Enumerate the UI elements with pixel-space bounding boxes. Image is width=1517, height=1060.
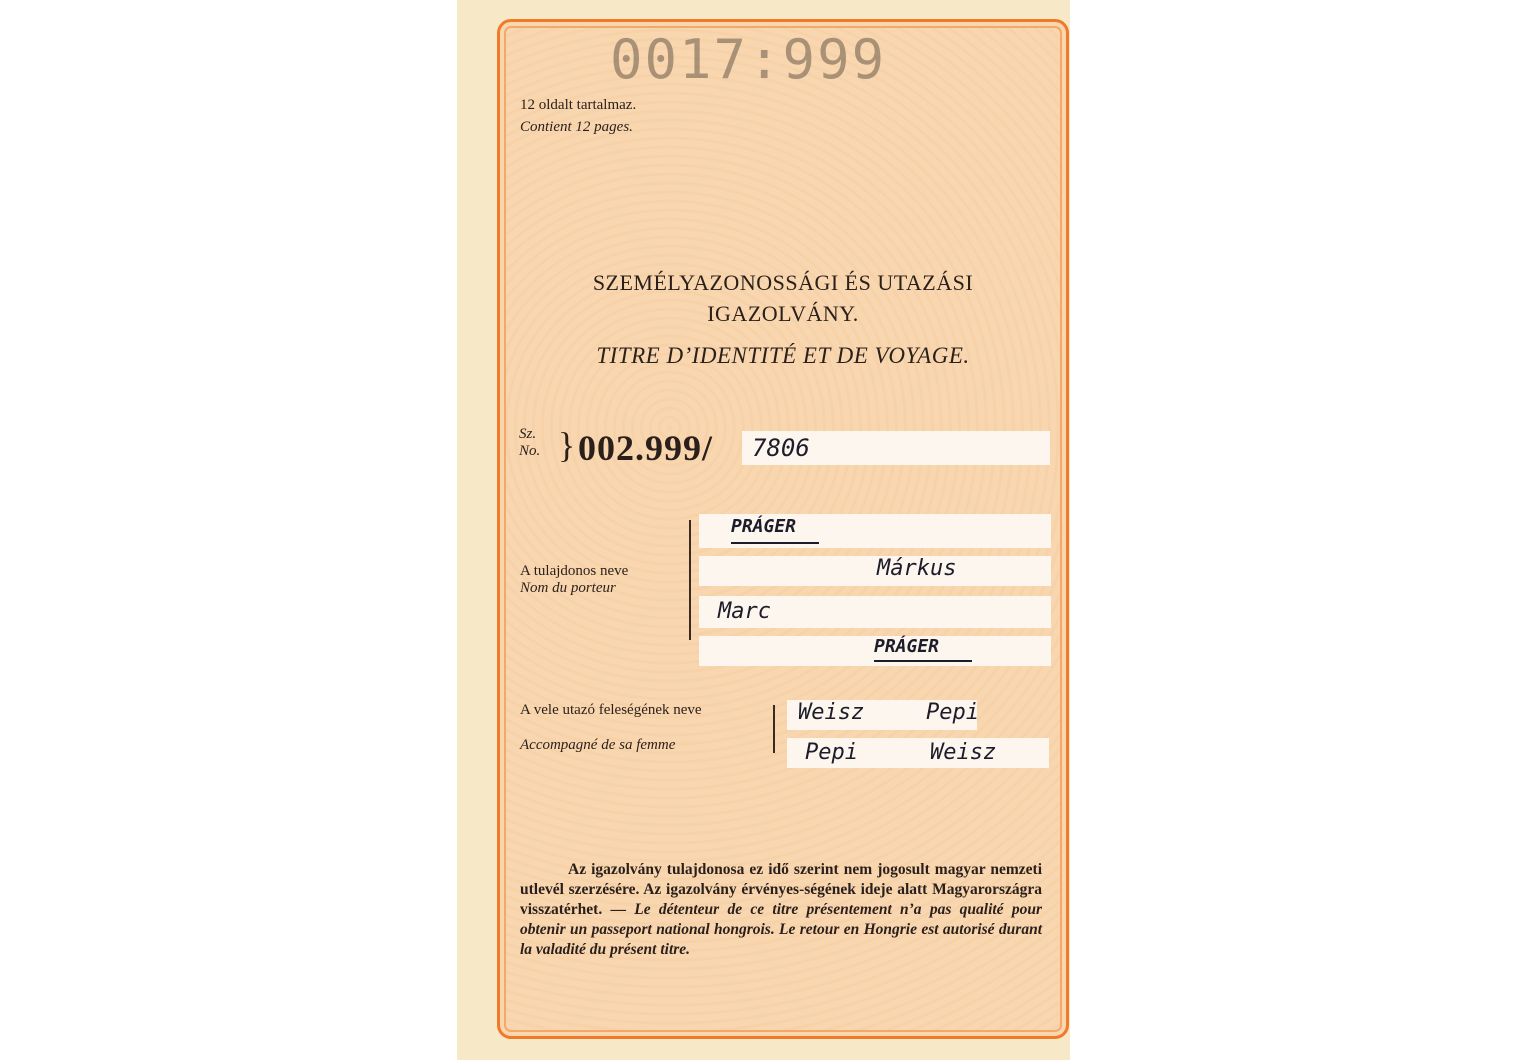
wife-bracket [773,705,775,753]
wife-name-1b: Pepi [926,700,979,725]
holder-surname-underline [731,542,819,544]
serial-label [519,426,540,460]
validity-notice [520,860,1042,960]
pages-count-fr: Contient 12 pages. [520,119,633,135]
wife-label-hu: A vele utazó feleségének neve [520,702,702,718]
wife-label-fr: Accompagné de sa femme [520,737,676,753]
holder-field-2 [699,556,1051,586]
pages-count-hu: 12 oldalt tartalmaz. [520,97,637,113]
wife-name-2b: Weisz [930,740,997,765]
serial-label-fr: No. [519,443,541,459]
holder-label-fr: Nom du porteur [520,580,616,596]
holder-given-name-fr: Marc [718,599,771,624]
wife-name-1a: Weisz [798,700,865,725]
serial-label-hu: Sz. [519,426,537,442]
serial-brace: } [558,425,576,465]
holder-surname-2-underline [874,660,972,662]
serial-number: 002.999/ [578,428,714,468]
holder-label-hu: A tulajdonos neve [520,563,629,579]
title-hu-line2: IGAZOLVÁNY. [707,301,859,326]
holder-surname-2: PRÁGER [874,636,940,657]
holder-bracket [689,520,691,640]
wife-name-2a: Pepi [805,740,858,765]
validity-notice-fr: Le détenteur de ce titre présentement n’a pas qualité pour obtenir un passeport national hongrois. Le retour en Hongrie est autorisé durant la valadité du présent titre. [520,901,1042,958]
title-hu-line1: SZEMÉLYAZONOSSÁGI ÉS UTAZÁSI [592,270,974,295]
title-fr: TITRE D’IDENTITÉ ET DE VOYAGE. [596,343,970,368]
holder-given-name: Márkus [877,556,957,581]
holder-surname: PRÁGER [731,516,797,537]
serial-handwritten: 7806 [752,434,810,462]
validity-notice-hu: Az igazolvány tulajdonosa ez idő szerint nem jogosult magyar nemzeti utlevél szerzésére. Az igazolvány érvényes-ségének ideje alatt Magyarországra visszatérhet. — [520,861,1042,918]
perforated-number: 0017:999 [610,28,887,91]
